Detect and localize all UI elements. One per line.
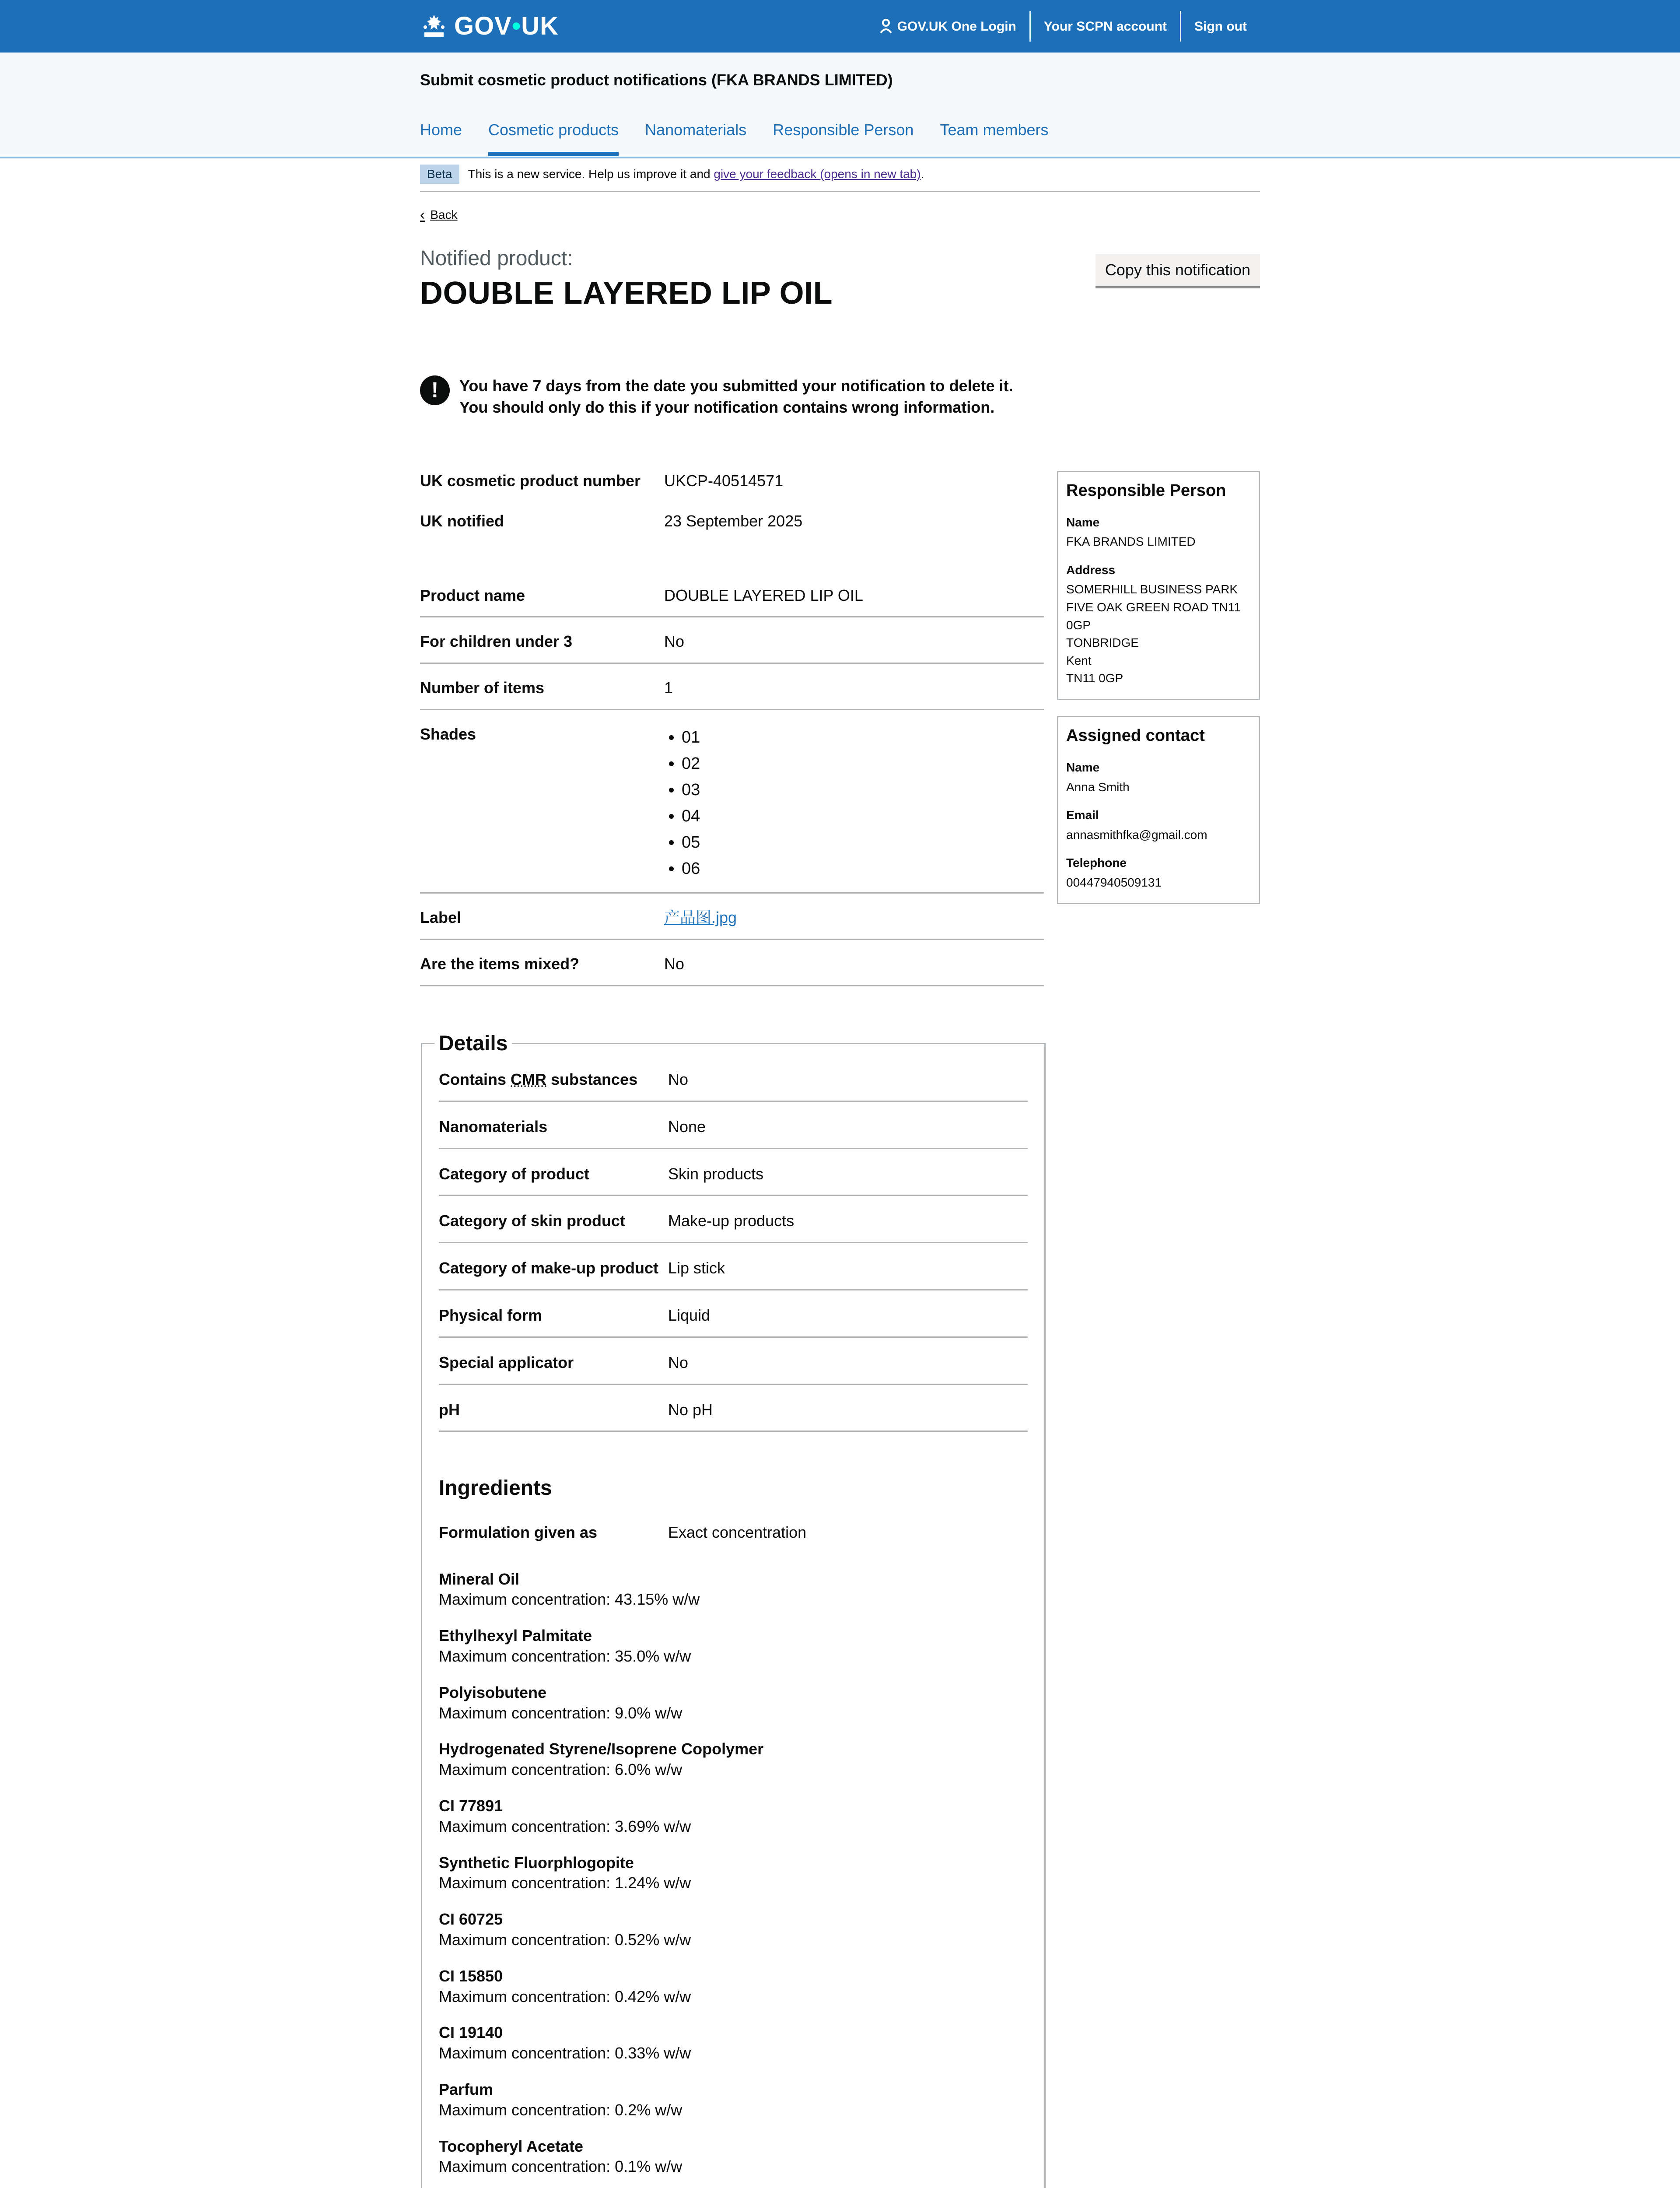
summary-row: UK cosmetic product number UKCP-40514571: [420, 471, 1044, 511]
summary-row: Product name DOUBLE LAYERED LIP OIL: [420, 586, 1044, 618]
responsible-person-card: Responsible Person Name FKA BRANDS LIMITED Address SOMERHILL BUSINESS PARK FIVE OAK GREEN ROAD TN11 0GP TONBRIDGE Kent TN11 0GP: [1057, 471, 1260, 700]
warning-text: [420, 375, 1041, 418]
one-login-link[interactable]: GOV.UK One Login: [867, 11, 1029, 42]
label-image-link[interactable]: 产品图.jpg: [664, 908, 737, 927]
ingredient-item: [439, 1796, 1028, 1837]
ingredient-name: Hydrogenated Styrene/Isoprene Copolymer: [439, 1740, 764, 1758]
details-section: [421, 1030, 1046, 2188]
assigned-contact-card: Assigned contact Name Anna Smith Email annasmithfka@gmail.com Telephone 00447940509131: [1057, 716, 1260, 904]
list-item: • 03: [682, 777, 700, 803]
ingredient-concentration: Maximum concentration: 43.15% w/w: [439, 1590, 700, 1609]
ingredient-name: Ethylhexyl Palmitate: [439, 1627, 592, 1645]
ingredient-name: CI 15850: [439, 1967, 503, 1985]
person-icon: [880, 19, 892, 34]
page-title: DOUBLE LAYERED LIP OIL: [420, 276, 833, 311]
ingredient-item: [439, 1739, 1028, 1780]
ingredient-concentration: Maximum concentration: 1.24% w/w: [439, 1874, 691, 1892]
sign-out-link[interactable]: Sign out: [1180, 11, 1260, 42]
details-heading: Details: [439, 1031, 508, 1055]
notified-date: 23 September 2025: [664, 512, 803, 530]
details-row: pH No pH: [439, 1385, 1028, 1432]
phase-text: This is a new service. Help us improve it and give your feedback (opens in new tab).: [468, 167, 924, 181]
govuk-logo[interactable]: [420, 10, 559, 42]
page-caption: Notified product:: [420, 246, 573, 270]
shades-list: [664, 724, 700, 882]
details-row: Special applicator No: [439, 1338, 1028, 1385]
nav-responsible-person[interactable]: Responsible Person: [773, 121, 914, 139]
ingredient-name: CI 60725: [439, 1910, 503, 1929]
formulation-row: Formulation given as Exact concentration: [439, 1523, 807, 1541]
back-link[interactable]: ‹ Back: [420, 205, 458, 224]
chevron-left-icon: ‹: [420, 207, 425, 224]
main-content: [420, 471, 1044, 2188]
ingredient-concentration: Maximum concentration: 0.1% w/w: [439, 2157, 682, 2176]
ingredient-name: Mineral Oil: [439, 1570, 520, 1588]
warning-icon: !: [420, 375, 450, 405]
phase-banner: [420, 158, 1260, 192]
ingredient-item: [439, 1569, 1028, 1610]
details-row: Nanomaterials None: [439, 1102, 1028, 1149]
rp-address: SOMERHILL BUSINESS PARK FIVE OAK GREEN ROAD TN11 0GP TONBRIDGE Kent TN11 0GP: [1066, 582, 1241, 685]
nav-cosmetic-products[interactable]: Cosmetic products: [488, 120, 619, 156]
ingredient-concentration: Maximum concentration: 0.33% w/w: [439, 2044, 691, 2062]
ingredient-concentration: Maximum concentration: 3.69% w/w: [439, 1817, 691, 1835]
ingredient-name: Parfum: [439, 2080, 494, 2098]
warning-message: You have 7 days from the date you submitted your notification to delete it. You should only do this if your notification contains wrong information.: [459, 376, 1013, 416]
ingredient-concentration: Maximum concentration: 6.0% w/w: [439, 1760, 682, 1779]
ingredient-name: CI 19140: [439, 2023, 503, 2042]
ingredient-item: [439, 2136, 1028, 2177]
ingredient-concentration: Maximum concentration: 35.0% w/w: [439, 1647, 691, 1665]
ingredient-concentration: Maximum concentration: 0.2% w/w: [439, 2100, 682, 2119]
summary-row: Number of items 1: [420, 664, 1044, 710]
details-row: Category of product Skin products: [439, 1149, 1028, 1196]
page-heading: [420, 245, 1260, 314]
summary-row: Label 产品图.jpg: [420, 894, 1044, 940]
summary-row: For children under 3 No: [420, 617, 1044, 664]
ingredient-concentration: Maximum concentration: 0.42% w/w: [439, 1987, 691, 2006]
nav-nanomaterials[interactable]: Nanomaterials: [645, 121, 747, 139]
beta-tag: Beta: [420, 165, 459, 184]
govuk-header: [0, 0, 1680, 53]
summary-row: Are the items mixed? No: [420, 940, 1044, 986]
copy-notification-button[interactable]: Copy this notification: [1096, 254, 1260, 286]
list-item: • 04: [682, 803, 700, 829]
details-row: Contains CMR substances No: [439, 1057, 1028, 1102]
product-number: UKCP-40514571: [664, 471, 784, 490]
nav-home[interactable]: Home: [420, 121, 462, 139]
summary-row: UK notified 23 September 2025: [420, 511, 1044, 551]
sidebar: [1057, 471, 1260, 2188]
service-navigation: [0, 53, 1680, 158]
ingredient-item: [439, 2079, 1028, 2121]
details-row: Physical form Liquid: [439, 1290, 1028, 1338]
ingredient-name: CI 77891: [439, 1796, 503, 1815]
ingredient-item: [439, 1683, 1028, 1724]
list-item: • 01: [682, 724, 700, 750]
service-name: Submit cosmetic product notifications (FKA BRANDS LIMITED): [420, 71, 893, 89]
summary-row: Shades • 01 • 02 • 03 • 04 • 05 • 06: [420, 710, 1044, 894]
product-summary-list: [420, 586, 1044, 986]
nav-team-members[interactable]: Team members: [940, 121, 1049, 139]
logo-text: GOV•UK: [454, 12, 559, 41]
list-item: • 06: [682, 856, 700, 882]
scpn-account-link[interactable]: Your SCPN account: [1029, 11, 1180, 42]
ingredient-item: [439, 1966, 1028, 2007]
details-row: Category of skin product Make-up products: [439, 1196, 1028, 1243]
ingredient-concentration: Maximum concentration: 9.0% w/w: [439, 1704, 682, 1722]
list-item: • 02: [682, 750, 700, 777]
ingredient-name: Tocopheryl Acetate: [439, 2137, 584, 2155]
feedback-link[interactable]: give your feedback (opens in new tab): [714, 167, 921, 181]
ingredient-concentration: Maximum concentration: 0.52% w/w: [439, 1930, 691, 1949]
ingredient-name: Synthetic Fluorphlogopite: [439, 1853, 634, 1872]
list-item: • 05: [682, 829, 700, 856]
ingredient-item: [439, 2023, 1028, 2064]
ingredient-item: [439, 1853, 1028, 1894]
header-nav: [867, 11, 1260, 42]
ingredient-name: Polyisobutene: [439, 1683, 547, 1701]
ingredient-list: [439, 1569, 1028, 2188]
details-row: Category of make-up product Lip stick: [439, 1243, 1028, 1290]
crown-icon: [420, 13, 448, 39]
ingredient-item: [439, 1909, 1028, 1950]
ingredients-heading: Ingredients: [439, 1476, 552, 1500]
ingredient-item: [439, 1626, 1028, 1667]
service-nav-links: [420, 120, 1260, 156]
